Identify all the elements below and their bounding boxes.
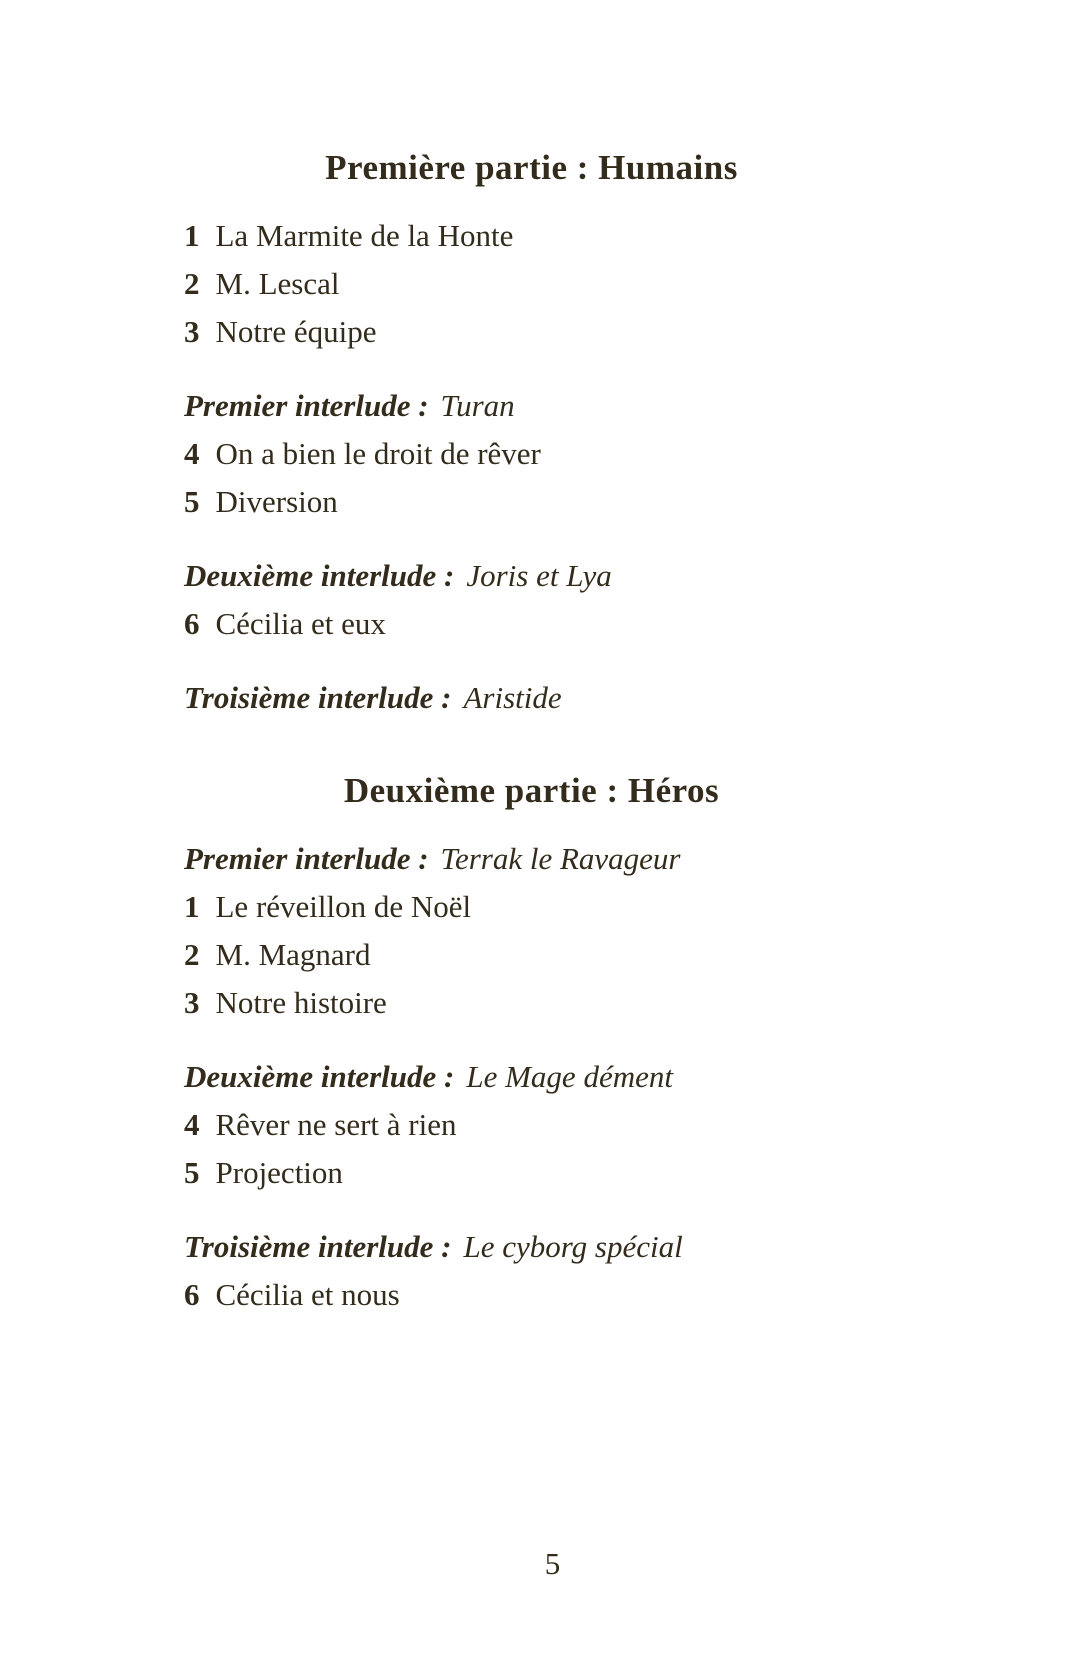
interlude-subtitle: Turan bbox=[440, 388, 515, 423]
toc-block bbox=[184, 835, 879, 1027]
chapter-number: 4 bbox=[184, 1107, 200, 1142]
chapter-number: 1 bbox=[184, 218, 200, 253]
chapter-title: On a bien le droit de rêver bbox=[215, 436, 541, 471]
toc-part bbox=[184, 150, 879, 722]
chapter-entry bbox=[184, 1101, 879, 1149]
chapter-entry bbox=[184, 931, 879, 979]
interlude-heading: Troisième interlude : bbox=[184, 680, 452, 715]
chapter-title: Cécilia et nous bbox=[215, 1277, 400, 1312]
chapter-number: 5 bbox=[184, 484, 200, 519]
toc-part bbox=[184, 773, 879, 1319]
interlude-heading: Troisième interlude : bbox=[184, 1229, 452, 1264]
chapter-number: 3 bbox=[184, 985, 200, 1020]
chapter-title: Cécilia et eux bbox=[215, 606, 386, 641]
interlude-entry bbox=[184, 835, 879, 883]
interlude-heading: Deuxième interlude : bbox=[184, 558, 455, 593]
chapter-entry bbox=[184, 212, 879, 260]
chapter-number: 6 bbox=[184, 1277, 200, 1312]
chapter-entry bbox=[184, 260, 879, 308]
chapter-number: 2 bbox=[184, 937, 200, 972]
chapter-entry bbox=[184, 883, 879, 931]
chapter-entry bbox=[184, 478, 879, 526]
toc-block bbox=[184, 552, 879, 648]
interlude-entry bbox=[184, 1053, 879, 1101]
chapter-title: M. Magnard bbox=[215, 937, 371, 972]
toc-block bbox=[184, 1053, 879, 1197]
chapter-number: 4 bbox=[184, 436, 200, 471]
interlude-entry bbox=[184, 674, 879, 722]
chapter-title: Notre histoire bbox=[215, 985, 387, 1020]
interlude-subtitle: Le cyborg spécial bbox=[463, 1229, 683, 1264]
chapter-number: 2 bbox=[184, 266, 200, 301]
chapter-title: Notre équipe bbox=[215, 314, 377, 349]
interlude-subtitle: Terrak le Ravageur bbox=[440, 841, 681, 876]
chapter-title: M. Lescal bbox=[215, 266, 340, 301]
interlude-entry bbox=[184, 1223, 879, 1271]
chapter-entry bbox=[184, 1149, 879, 1197]
chapter-title: Le réveillon de Noël bbox=[215, 889, 472, 924]
interlude-subtitle: Joris et Lya bbox=[466, 558, 612, 593]
toc-block bbox=[184, 674, 879, 722]
chapter-number: 3 bbox=[184, 314, 200, 349]
interlude-heading: Premier interlude : bbox=[184, 841, 429, 876]
chapter-title: Projection bbox=[215, 1155, 343, 1190]
toc-block bbox=[184, 1223, 879, 1319]
interlude-entry bbox=[184, 552, 879, 600]
interlude-subtitle: Le Mage dément bbox=[466, 1059, 673, 1094]
toc-block bbox=[184, 382, 879, 526]
chapter-title: Rêver ne sert à rien bbox=[215, 1107, 457, 1142]
interlude-heading: Premier interlude : bbox=[184, 388, 429, 423]
chapter-number: 6 bbox=[184, 606, 200, 641]
chapter-entry bbox=[184, 308, 879, 356]
chapter-entry bbox=[184, 430, 879, 478]
chapter-number: 1 bbox=[184, 889, 200, 924]
chapter-entry bbox=[184, 600, 879, 648]
part-title: Première partie : Humains bbox=[325, 148, 738, 187]
chapter-title: La Marmite de la Honte bbox=[215, 218, 514, 253]
chapter-title: Diversion bbox=[215, 484, 338, 519]
interlude-entry bbox=[184, 382, 879, 430]
page-number: 5 bbox=[544, 1546, 561, 1581]
chapter-entry bbox=[184, 979, 879, 1027]
part-title: Deuxième partie : Héros bbox=[343, 771, 720, 810]
chapter-entry bbox=[184, 1271, 879, 1319]
chapter-number: 5 bbox=[184, 1155, 200, 1190]
interlude-heading: Deuxième interlude : bbox=[184, 1059, 455, 1094]
interlude-subtitle: Aristide bbox=[463, 680, 562, 715]
toc-block bbox=[184, 212, 879, 356]
